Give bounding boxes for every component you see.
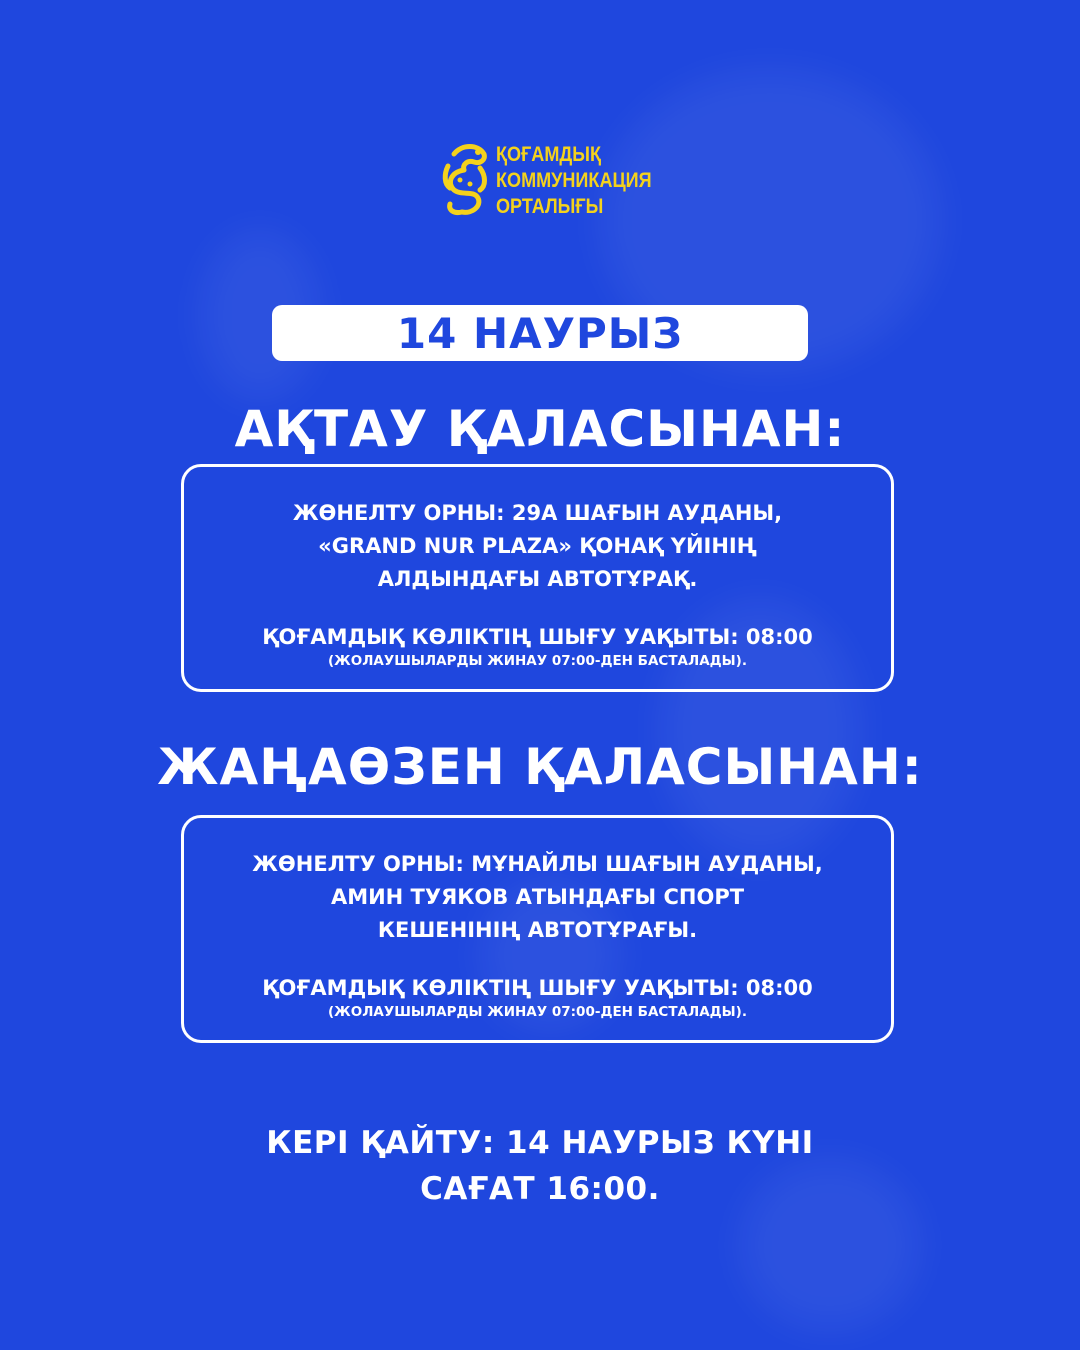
boarding-note: (ЖОЛАУШЫЛАРДЫ ЖИНАУ 07:00-ДЕН БАСТАЛАДЫ).	[328, 653, 747, 669]
departure-location-line: КЕШЕНІНІҢ АВТОТҰРАҒЫ.	[377, 918, 698, 942]
departure-location-line: ЖӨНЕЛТУ ОРНЫ: 29А ШАҒЫН АУДАНЫ,	[292, 501, 783, 525]
snow-leopard-icon	[440, 140, 490, 222]
zhanaozen-info-box	[181, 815, 894, 1043]
return-line: КЕРІ ҚАЙТУ: 14 НАУРЫЗ КҮНІ	[266, 1125, 814, 1161]
organization-logo	[440, 140, 677, 222]
return-info	[0, 1120, 1080, 1212]
date-label: 14 НАУРЫЗ	[396, 308, 684, 358]
departure-time: ҚОҒАМДЫҚ КӨЛІКТІҢ ШЫҒУ УАҚЫТЫ: 08:00	[262, 976, 813, 1000]
return-line: САҒАТ 16:00.	[420, 1171, 660, 1207]
departure-location-line: «GRAND NUR PLAZA» ҚОНАҚ ҮЙІНІҢ	[318, 534, 757, 558]
aktau-info-box	[181, 464, 894, 692]
zhanaozen-heading: ЖАҢАӨЗЕН ҚАЛАСЫНАН:	[157, 738, 923, 796]
logo-text	[496, 142, 652, 220]
departure-location-line: АЛДЫНДАҒЫ АВТОТҰРАҚ.	[377, 567, 698, 591]
logo-line: ОРТАЛЫҒЫ	[496, 195, 604, 218]
boarding-note: (ЖОЛАУШЫЛАРДЫ ЖИНАУ 07:00-ДЕН БАСТАЛАДЫ).	[328, 1004, 747, 1020]
aktau-heading: АҚТАУ ҚАЛАСЫНАН:	[234, 400, 846, 458]
departure-location-line: АМИН ТУЯКОВ АТЫНДАҒЫ СПОРТ	[330, 885, 745, 909]
logo-line: КОММУНИКАЦИЯ	[496, 169, 652, 192]
departure-time: ҚОҒАМДЫҚ КӨЛІКТІҢ ШЫҒУ УАҚЫТЫ: 08:00	[262, 625, 813, 649]
departure-location-line: ЖӨНЕЛТУ ОРНЫ: МҰНАЙЛЫ ШАҒЫН АУДАНЫ,	[252, 852, 823, 876]
logo-line: ҚОҒАМДЫҚ	[496, 143, 601, 166]
date-badge	[272, 305, 808, 361]
